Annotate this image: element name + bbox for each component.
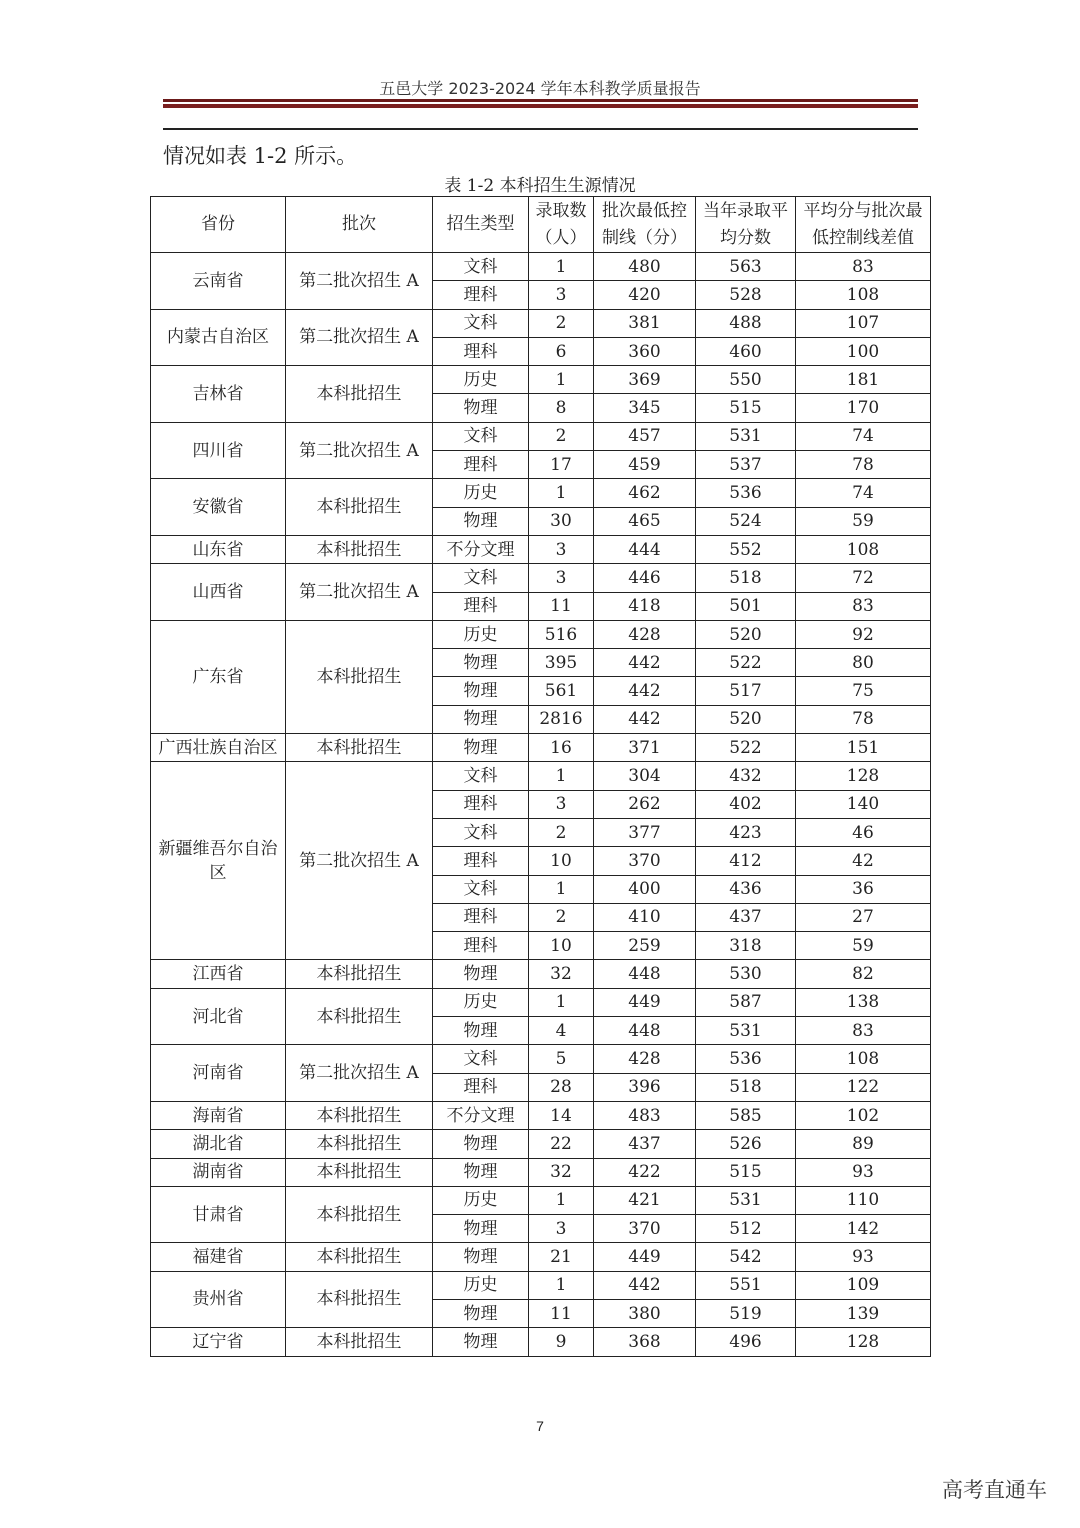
admitted-count-cell: 1 — [529, 1271, 594, 1299]
type-cell: 历史 — [433, 1271, 529, 1299]
batch-cell: 本科批招生 — [286, 1101, 433, 1129]
score-diff-cell: 74 — [796, 479, 931, 507]
table-row — [151, 1186, 931, 1214]
admitted-count-cell: 5 — [529, 1045, 594, 1073]
batch-cell: 本科批招生 — [286, 1158, 433, 1186]
batch-cell: 本科批招生 — [286, 1328, 433, 1356]
min-score-cell: 448 — [594, 1017, 696, 1045]
watermark: 高考直通车 — [942, 1478, 1047, 1502]
min-score-cell: 422 — [594, 1158, 696, 1186]
score-diff-cell: 102 — [796, 1101, 931, 1129]
min-score-cell: 442 — [594, 677, 696, 705]
score-diff-cell: 93 — [796, 1243, 931, 1271]
score-diff-cell: 170 — [796, 394, 931, 422]
score-diff-cell: 122 — [796, 1073, 931, 1101]
avg-score-cell: 531 — [696, 422, 796, 450]
type-cell: 文科 — [433, 253, 529, 281]
score-diff-cell: 74 — [796, 422, 931, 450]
batch-cell: 第二批次招生 A — [286, 253, 433, 310]
province-cell: 河南省 — [151, 1045, 286, 1102]
batch-cell: 本科批招生 — [286, 479, 433, 536]
batch-cell: 本科批招生 — [286, 366, 433, 423]
admitted-count-cell: 14 — [529, 1101, 594, 1129]
avg-score-cell: 551 — [696, 1271, 796, 1299]
admitted-count-cell: 561 — [529, 677, 594, 705]
score-diff-cell: 142 — [796, 1215, 931, 1243]
header-rule — [163, 99, 918, 102]
table-row — [151, 762, 931, 790]
province-cell: 贵州省 — [151, 1271, 286, 1328]
admitted-count-cell: 22 — [529, 1130, 594, 1158]
avg-score-cell: 531 — [696, 1186, 796, 1214]
min-score-cell: 369 — [594, 366, 696, 394]
score-diff-cell: 82 — [796, 960, 931, 988]
avg-score-cell: 437 — [696, 903, 796, 931]
province-cell: 湖南省 — [151, 1158, 286, 1186]
admitted-count-cell: 17 — [529, 451, 594, 479]
province-cell: 内蒙古自治区 — [151, 309, 286, 366]
avg-score-cell: 412 — [696, 847, 796, 875]
batch-cell: 第二批次招生 A — [286, 422, 433, 479]
table-row — [151, 564, 931, 592]
batch-cell: 本科批招生 — [286, 1271, 433, 1328]
avg-score-cell: 519 — [696, 1299, 796, 1327]
admitted-count-cell: 32 — [529, 1158, 594, 1186]
admitted-count-cell: 3 — [529, 564, 594, 592]
min-score-cell: 442 — [594, 705, 696, 733]
admitted-count-cell: 1 — [529, 875, 594, 903]
table-row — [151, 960, 931, 988]
score-diff-cell: 107 — [796, 309, 931, 337]
avg-score-cell: 520 — [696, 620, 796, 648]
column-header: 平均分与批次最低控制线差值 — [796, 197, 931, 253]
min-score-cell: 483 — [594, 1101, 696, 1129]
score-diff-cell: 27 — [796, 903, 931, 931]
province-cell: 广东省 — [151, 620, 286, 733]
score-diff-cell: 108 — [796, 535, 931, 563]
type-cell: 理科 — [433, 903, 529, 931]
min-score-cell: 400 — [594, 875, 696, 903]
report-header: 五邑大学 2023-2024 学年本科教学质量报告 — [379, 79, 701, 98]
avg-score-cell: 563 — [696, 253, 796, 281]
avg-score-cell: 517 — [696, 677, 796, 705]
avg-score-cell: 531 — [696, 1017, 796, 1045]
admitted-count-cell: 1 — [529, 366, 594, 394]
type-cell: 物理 — [433, 960, 529, 988]
type-cell: 文科 — [433, 422, 529, 450]
score-diff-cell: 78 — [796, 705, 931, 733]
admitted-count-cell: 1 — [529, 762, 594, 790]
score-diff-cell: 59 — [796, 507, 931, 535]
province-cell: 福建省 — [151, 1243, 286, 1271]
min-score-cell: 370 — [594, 847, 696, 875]
admitted-count-cell: 2 — [529, 903, 594, 931]
type-cell: 历史 — [433, 988, 529, 1016]
avg-score-cell: 402 — [696, 790, 796, 818]
avg-score-cell: 432 — [696, 762, 796, 790]
admitted-count-cell: 10 — [529, 847, 594, 875]
table-row — [151, 620, 931, 648]
type-cell: 物理 — [433, 507, 529, 535]
admitted-count-cell: 32 — [529, 960, 594, 988]
avg-score-cell: 436 — [696, 875, 796, 903]
min-score-cell: 420 — [594, 281, 696, 309]
table-caption: 表 1-2 本科招生生源情况 — [444, 176, 636, 196]
type-cell: 理科 — [433, 1073, 529, 1101]
table-row — [151, 366, 931, 394]
min-score-cell: 457 — [594, 422, 696, 450]
avg-score-cell: 318 — [696, 932, 796, 960]
avg-score-cell: 522 — [696, 734, 796, 762]
enrollment-table — [150, 196, 931, 1357]
column-header: 招生类型 — [433, 197, 529, 253]
min-score-cell: 371 — [594, 734, 696, 762]
admitted-count-cell: 1 — [529, 479, 594, 507]
province-cell: 山西省 — [151, 564, 286, 621]
table-row — [151, 1158, 931, 1186]
avg-score-cell: 520 — [696, 705, 796, 733]
admitted-count-cell: 2 — [529, 818, 594, 846]
type-cell: 物理 — [433, 677, 529, 705]
admitted-count-cell: 8 — [529, 394, 594, 422]
min-score-cell: 380 — [594, 1299, 696, 1327]
admitted-count-cell: 3 — [529, 535, 594, 563]
admitted-count-cell: 6 — [529, 337, 594, 365]
province-cell: 湖北省 — [151, 1130, 286, 1158]
avg-score-cell: 550 — [696, 366, 796, 394]
column-header: 批次最低控制线（分） — [594, 197, 696, 253]
province-cell: 广西壮族自治区 — [151, 734, 286, 762]
min-score-cell: 442 — [594, 649, 696, 677]
table-row — [151, 734, 931, 762]
batch-cell: 本科批招生 — [286, 1243, 433, 1271]
min-score-cell: 448 — [594, 960, 696, 988]
province-cell: 海南省 — [151, 1101, 286, 1129]
score-diff-cell: 108 — [796, 281, 931, 309]
province-cell: 安徽省 — [151, 479, 286, 536]
batch-cell: 第二批次招生 A — [286, 1045, 433, 1102]
avg-score-cell: 587 — [696, 988, 796, 1016]
min-score-cell: 437 — [594, 1130, 696, 1158]
score-diff-cell: 75 — [796, 677, 931, 705]
type-cell: 不分文理 — [433, 1101, 529, 1129]
admitted-count-cell: 9 — [529, 1328, 594, 1356]
table-row — [151, 309, 931, 337]
table-row — [151, 1328, 931, 1356]
batch-cell: 第二批次招生 A — [286, 564, 433, 621]
header-rule — [163, 104, 918, 108]
table-row — [151, 422, 931, 450]
avg-score-cell: 536 — [696, 1045, 796, 1073]
min-score-cell: 449 — [594, 988, 696, 1016]
province-cell: 辽宁省 — [151, 1328, 286, 1356]
admitted-count-cell: 2 — [529, 422, 594, 450]
avg-score-cell: 537 — [696, 451, 796, 479]
avg-score-cell: 585 — [696, 1101, 796, 1129]
column-header: 省份 — [151, 197, 286, 253]
avg-score-cell: 552 — [696, 535, 796, 563]
min-score-cell: 442 — [594, 1271, 696, 1299]
province-cell: 甘肃省 — [151, 1186, 286, 1243]
avg-score-cell: 518 — [696, 564, 796, 592]
admitted-count-cell: 3 — [529, 790, 594, 818]
min-score-cell: 345 — [594, 394, 696, 422]
table-row — [151, 1243, 931, 1271]
score-diff-cell: 89 — [796, 1130, 931, 1158]
province-cell: 四川省 — [151, 422, 286, 479]
min-score-cell: 462 — [594, 479, 696, 507]
avg-score-cell: 522 — [696, 649, 796, 677]
column-header: 当年录取平均分数 — [696, 197, 796, 253]
table-row — [151, 535, 931, 563]
batch-cell: 本科批招生 — [286, 1186, 433, 1243]
score-diff-cell: 93 — [796, 1158, 931, 1186]
avg-score-cell: 515 — [696, 394, 796, 422]
admitted-count-cell: 11 — [529, 592, 594, 620]
column-header: 批次 — [286, 197, 433, 253]
batch-cell: 本科批招生 — [286, 988, 433, 1045]
score-diff-cell: 151 — [796, 734, 931, 762]
min-score-cell: 410 — [594, 903, 696, 931]
min-score-cell: 449 — [594, 1243, 696, 1271]
admitted-count-cell: 3 — [529, 281, 594, 309]
avg-score-cell: 524 — [696, 507, 796, 535]
column-header: 录取数（人） — [529, 197, 594, 253]
min-score-cell: 377 — [594, 818, 696, 846]
min-score-cell: 444 — [594, 535, 696, 563]
type-cell: 理科 — [433, 592, 529, 620]
batch-cell: 本科批招生 — [286, 535, 433, 563]
admitted-count-cell: 11 — [529, 1299, 594, 1327]
intro-text: 情况如表 1-2 所示。 — [163, 144, 358, 168]
min-score-cell: 259 — [594, 932, 696, 960]
type-cell: 物理 — [433, 394, 529, 422]
score-diff-cell: 83 — [796, 1017, 931, 1045]
admitted-count-cell: 2 — [529, 309, 594, 337]
admitted-count-cell: 395 — [529, 649, 594, 677]
type-cell: 物理 — [433, 705, 529, 733]
avg-score-cell: 488 — [696, 309, 796, 337]
type-cell: 历史 — [433, 366, 529, 394]
avg-score-cell: 501 — [696, 592, 796, 620]
score-diff-cell: 110 — [796, 1186, 931, 1214]
avg-score-cell: 423 — [696, 818, 796, 846]
batch-cell: 本科批招生 — [286, 960, 433, 988]
admitted-count-cell: 516 — [529, 620, 594, 648]
avg-score-cell: 526 — [696, 1130, 796, 1158]
avg-score-cell: 518 — [696, 1073, 796, 1101]
type-cell: 历史 — [433, 1186, 529, 1214]
score-diff-cell: 92 — [796, 620, 931, 648]
admitted-count-cell: 28 — [529, 1073, 594, 1101]
score-diff-cell: 36 — [796, 875, 931, 903]
type-cell: 物理 — [433, 1130, 529, 1158]
type-cell: 文科 — [433, 1045, 529, 1073]
table-row — [151, 988, 931, 1016]
province-cell: 吉林省 — [151, 366, 286, 423]
table-row — [151, 1130, 931, 1158]
type-cell: 物理 — [433, 1328, 529, 1356]
min-score-cell: 428 — [594, 1045, 696, 1073]
score-diff-cell: 72 — [796, 564, 931, 592]
admitted-count-cell: 4 — [529, 1017, 594, 1045]
min-score-cell: 370 — [594, 1215, 696, 1243]
min-score-cell: 360 — [594, 337, 696, 365]
province-cell: 新疆维吾尔自治区 — [151, 762, 286, 960]
type-cell: 物理 — [433, 1017, 529, 1045]
score-diff-cell: 100 — [796, 337, 931, 365]
page-number: 7 — [536, 1418, 544, 1434]
min-score-cell: 262 — [594, 790, 696, 818]
admitted-count-cell: 10 — [529, 932, 594, 960]
header-divider — [163, 128, 918, 130]
table-row — [151, 479, 931, 507]
type-cell: 文科 — [433, 875, 529, 903]
type-cell: 文科 — [433, 564, 529, 592]
province-cell: 山东省 — [151, 535, 286, 563]
admitted-count-cell: 21 — [529, 1243, 594, 1271]
min-score-cell: 381 — [594, 309, 696, 337]
type-cell: 物理 — [433, 1158, 529, 1186]
min-score-cell: 396 — [594, 1073, 696, 1101]
avg-score-cell: 536 — [696, 479, 796, 507]
batch-cell: 第二批次招生 A — [286, 309, 433, 366]
score-diff-cell: 181 — [796, 366, 931, 394]
batch-cell: 第二批次招生 A — [286, 762, 433, 960]
table-row — [151, 253, 931, 281]
avg-score-cell: 515 — [696, 1158, 796, 1186]
min-score-cell: 418 — [594, 592, 696, 620]
score-diff-cell: 138 — [796, 988, 931, 1016]
type-cell: 物理 — [433, 1215, 529, 1243]
type-cell: 理科 — [433, 790, 529, 818]
score-diff-cell: 42 — [796, 847, 931, 875]
admitted-count-cell: 16 — [529, 734, 594, 762]
table-row — [151, 1271, 931, 1299]
min-score-cell: 428 — [594, 620, 696, 648]
min-score-cell: 459 — [594, 451, 696, 479]
min-score-cell: 446 — [594, 564, 696, 592]
province-cell: 云南省 — [151, 253, 286, 310]
batch-cell: 本科批招生 — [286, 620, 433, 733]
type-cell: 物理 — [433, 649, 529, 677]
score-diff-cell: 59 — [796, 932, 931, 960]
admitted-count-cell: 2816 — [529, 705, 594, 733]
score-diff-cell: 46 — [796, 818, 931, 846]
avg-score-cell: 530 — [696, 960, 796, 988]
type-cell: 历史 — [433, 620, 529, 648]
table-row — [151, 1101, 931, 1129]
min-score-cell: 421 — [594, 1186, 696, 1214]
type-cell: 理科 — [433, 847, 529, 875]
score-diff-cell: 80 — [796, 649, 931, 677]
score-diff-cell: 140 — [796, 790, 931, 818]
admitted-count-cell: 1 — [529, 1186, 594, 1214]
min-score-cell: 480 — [594, 253, 696, 281]
admitted-count-cell: 1 — [529, 253, 594, 281]
batch-cell: 本科批招生 — [286, 734, 433, 762]
batch-cell: 本科批招生 — [286, 1130, 433, 1158]
type-cell: 物理 — [433, 734, 529, 762]
table-row — [151, 1045, 931, 1073]
score-diff-cell: 83 — [796, 592, 931, 620]
score-diff-cell: 83 — [796, 253, 931, 281]
type-cell: 文科 — [433, 309, 529, 337]
score-diff-cell: 109 — [796, 1271, 931, 1299]
type-cell: 物理 — [433, 1243, 529, 1271]
avg-score-cell: 460 — [696, 337, 796, 365]
type-cell: 物理 — [433, 1299, 529, 1327]
score-diff-cell: 139 — [796, 1299, 931, 1327]
score-diff-cell: 108 — [796, 1045, 931, 1073]
admitted-count-cell: 1 — [529, 988, 594, 1016]
type-cell: 理科 — [433, 451, 529, 479]
avg-score-cell: 496 — [696, 1328, 796, 1356]
min-score-cell: 304 — [594, 762, 696, 790]
province-cell: 河北省 — [151, 988, 286, 1045]
type-cell: 历史 — [433, 479, 529, 507]
province-cell: 江西省 — [151, 960, 286, 988]
min-score-cell: 368 — [594, 1328, 696, 1356]
table-header-row — [151, 197, 931, 253]
avg-score-cell: 512 — [696, 1215, 796, 1243]
score-diff-cell: 128 — [796, 1328, 931, 1356]
type-cell: 文科 — [433, 818, 529, 846]
type-cell: 理科 — [433, 932, 529, 960]
type-cell: 不分文理 — [433, 535, 529, 563]
score-diff-cell: 128 — [796, 762, 931, 790]
avg-score-cell: 528 — [696, 281, 796, 309]
type-cell: 理科 — [433, 337, 529, 365]
min-score-cell: 465 — [594, 507, 696, 535]
type-cell: 理科 — [433, 281, 529, 309]
score-diff-cell: 78 — [796, 451, 931, 479]
admitted-count-cell: 30 — [529, 507, 594, 535]
admitted-count-cell: 3 — [529, 1215, 594, 1243]
type-cell: 文科 — [433, 762, 529, 790]
avg-score-cell: 542 — [696, 1243, 796, 1271]
